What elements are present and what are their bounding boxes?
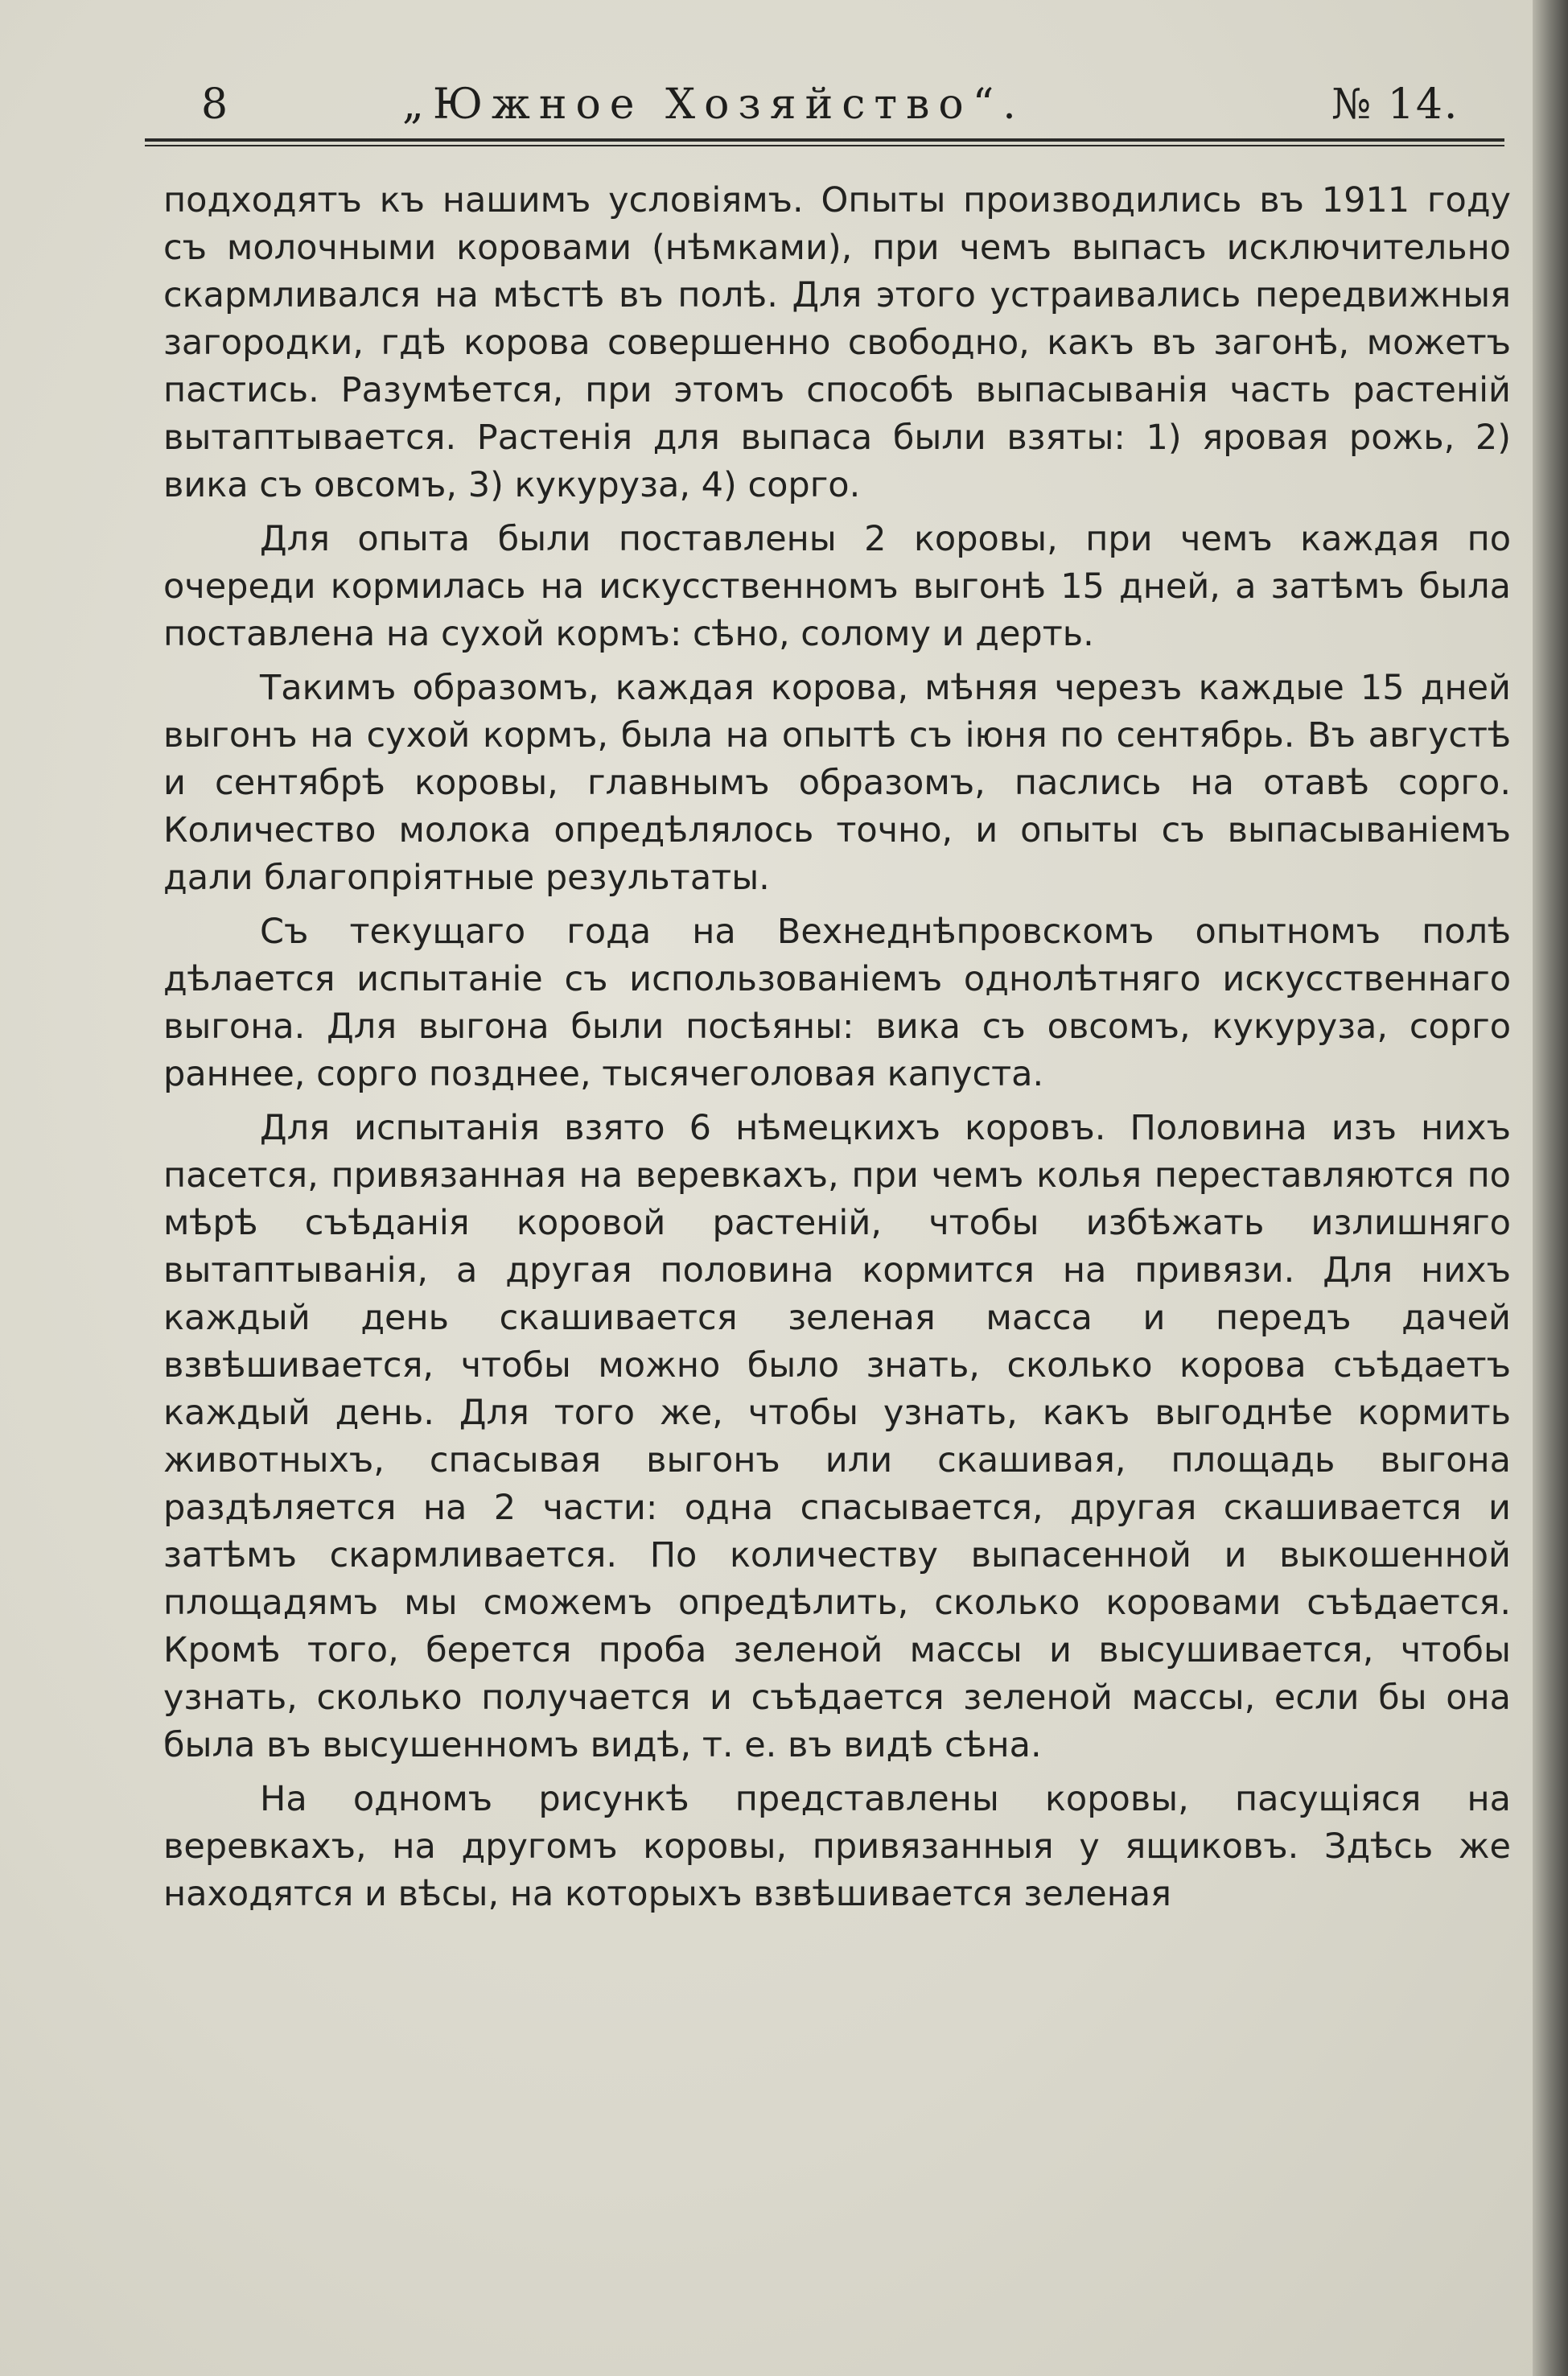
paragraph-2: Для опыта были поставлены 2 коровы, при чемъ каждая по очереди кормилась на искусственномъ выгонѣ 15 дней, а затѣмъ была поставлена на сухой кормъ: сѣно, солому и дерть.: [163, 519, 1511, 654]
paragraph-4: Съ текущаго года на Вехнеднѣпровскомъ опытномъ полѣ дѣлается испытаніе съ использованіемъ однолѣтняго искусственнаго выгона. Для выгона были посѣяны: вика съ овсомъ, кукуруза, сорго раннее, сорго позднее, тысячеголовая капуста.: [163, 912, 1511, 1094]
article-body: [163, 177, 1511, 1925]
page-edge-shadow: [1533, 0, 1568, 2376]
running-header: [161, 80, 1480, 137]
header-rule-thick: [145, 138, 1504, 142]
header-rule-thin: [145, 145, 1504, 146]
paragraph-5: Для испытанія взято 6 нѣмецкихъ коровъ. Половина изъ нихъ пасется, привязанная на веревкахъ, при чемъ колья переставляются по мѣрѣ съѣданія коровой растеній, чтобы избѣжать излишняго вытаптыванія, а другая половина кормится на привязи. Для нихъ каждый день скашивается зеленая масса и передъ дачей взвѣшивается, чтобы можно было знать, сколько корова съѣдаетъ каждый день. Для того же, чтобы узнать, какъ выгоднѣе кормить животныхъ, спасывая выгонъ или скашивая, площадь выгона раздѣляется на 2 части: одна спасывается, другая скашивается и затѣмъ скармливается. По количеству выпасенной и выкошенной площадямъ мы сможемъ опредѣлить, сколько коровами съѣдается. Кромѣ того, берется проба зеленой массы и высушивается, чтобы узнать, сколько получается и съѣдается зеленой массы, если бы она была въ высушенномъ видѣ, т. е. въ видѣ сѣна.: [163, 1108, 1511, 1765]
paragraph-1: подходятъ къ нашимъ условіямъ. Опыты производились въ 1911 году съ молочными коровами (нѣмками), при чемъ выпасъ исключительно скармливался на мѣстѣ въ полѣ. Для этого устраивались передвижныя загородки, гдѣ корова совершенно свободно, какъ въ загонѣ, можетъ пастись. Разумѣется, при этомъ способѣ выпасыванія часть растеній вытаптывается. Растенія для выпаса были взяты: 1) яровая рожь, 2) вика съ овсомъ, 3) кукуруза, 4) сорго.: [163, 180, 1511, 505]
issue-number: № 14.: [1331, 80, 1459, 129]
paragraph-3: Такимъ образомъ, каждая корова, мѣняя черезъ каждые 15 дней выгонъ на сухой кормъ, была на опытѣ съ іюня по сентябрь. Въ августѣ и сентябрѣ коровы, главнымъ образомъ, паслись на отавѣ сорго. Количество молока опредѣлялось точно, и опыты съ выпасываніемъ дали благопріятные результаты.: [163, 668, 1511, 898]
journal-title: „Южное Хозяйство“.: [402, 80, 1025, 129]
paragraph-6: На одномъ рисункѣ представлены коровы, пасущіяся на веревкахъ, на другомъ коровы, привязанныя у ящиковъ. Здѣсь же находятся и вѣсы, на которыхъ взвѣшивается зеленая: [163, 1779, 1511, 1914]
page-number: 8: [201, 80, 228, 129]
